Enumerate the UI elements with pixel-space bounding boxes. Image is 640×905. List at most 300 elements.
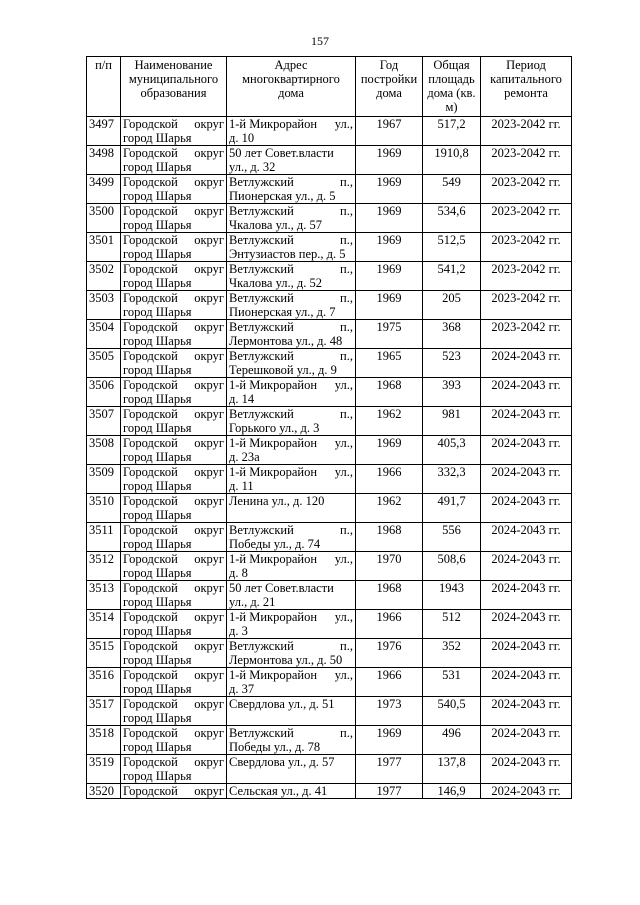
repair-period-cell: 2023-2042 гг. — [481, 233, 572, 262]
municipality-cell — [121, 494, 227, 523]
address-line-2: д. 14 — [229, 392, 255, 406]
address-line-right: п., — [340, 204, 353, 218]
table-row — [87, 378, 572, 407]
address-line: Сельская ул., д. 41 — [229, 784, 328, 798]
address-cell — [227, 233, 356, 262]
header-municipality: Наименование муниципального образования — [121, 57, 227, 117]
table-row — [87, 436, 572, 465]
municipality-city: город Шарья — [123, 769, 192, 783]
address-line — [229, 523, 353, 537]
address-line-2: Энтузиастов пер., д. 5 — [229, 247, 346, 261]
address-line-2: Победы ул., д. 74 — [229, 537, 321, 551]
address-cell — [227, 552, 356, 581]
total-area-cell: 531 — [423, 668, 481, 697]
address-line-2: Терешковой ул., д. 9 — [229, 363, 337, 377]
municipality-city: город Шарья — [123, 421, 192, 435]
address-line — [229, 378, 353, 392]
total-area-cell: 523 — [423, 349, 481, 378]
address-line-left: Ветлужский — [229, 262, 294, 276]
row-number: 3511 — [87, 523, 121, 552]
municipality-line — [123, 378, 224, 392]
row-number: 3519 — [87, 755, 121, 784]
municipality-line-left: Городской — [123, 175, 178, 189]
municipality-city: город Шарья — [123, 711, 192, 725]
municipality-line-right: округ — [194, 581, 224, 595]
row-number: 3520 — [87, 784, 121, 799]
repair-period-cell: 2024-2043 гг. — [481, 581, 572, 610]
municipality-cell — [121, 436, 227, 465]
year-built-cell: 1966 — [356, 668, 423, 697]
address-line — [229, 117, 353, 131]
municipality-city: город Шарья — [123, 566, 192, 580]
row-number: 3506 — [87, 378, 121, 407]
repair-period-cell: 2024-2043 гг. — [481, 494, 572, 523]
municipality-line-left: Городской — [123, 378, 178, 392]
municipality-city: город Шарья — [123, 624, 192, 638]
municipality-line-left: Городской — [123, 233, 178, 247]
municipality-line-right: округ — [194, 755, 224, 769]
address-line-right: ул., — [334, 668, 353, 682]
total-area-cell: 332,3 — [423, 465, 481, 494]
municipality-line-left: Городской — [123, 465, 178, 479]
row-number: 3502 — [87, 262, 121, 291]
address-line-right: п., — [340, 320, 353, 334]
municipality-city: город Шарья — [123, 392, 192, 406]
row-number: 3500 — [87, 204, 121, 233]
address-line-right: ул., — [334, 552, 353, 566]
municipality-line — [123, 697, 224, 711]
row-number: 3513 — [87, 581, 121, 610]
municipality-cell — [121, 320, 227, 349]
address-line-right: п., — [340, 407, 353, 421]
address-cell — [227, 291, 356, 320]
municipality-line-right: округ — [194, 784, 224, 798]
address-line-left: 1-й Микрорайон — [229, 610, 318, 624]
municipality-cell — [121, 581, 227, 610]
municipality-cell — [121, 639, 227, 668]
repair-period-cell: 2024-2043 гг. — [481, 349, 572, 378]
address-line-right: п., — [340, 523, 353, 537]
municipality-line-left: Городской — [123, 639, 178, 653]
table-row — [87, 233, 572, 262]
year-built-cell: 1969 — [356, 204, 423, 233]
address-line-left: 1-й Микрорайон — [229, 668, 318, 682]
address-line-2: Лермонтова ул., д. 50 — [229, 653, 343, 667]
table-row — [87, 610, 572, 639]
address-line — [229, 639, 353, 653]
address-line-left: Ветлужский — [229, 291, 294, 305]
address-line-2: Горького ул., д. 3 — [229, 421, 320, 435]
total-area-cell: 1943 — [423, 581, 481, 610]
repair-period-cell: 2024-2043 гг. — [481, 552, 572, 581]
address-line-left: 1-й Микрорайон — [229, 465, 318, 479]
address-line — [229, 610, 353, 624]
municipality-line-right: округ — [194, 494, 224, 508]
municipality-line-left: Городской — [123, 320, 178, 334]
address-cell — [227, 523, 356, 552]
repair-period-cell: 2024-2043 гг. — [481, 668, 572, 697]
header-index: п/п — [87, 57, 121, 117]
repair-period-cell: 2024-2043 гг. — [481, 436, 572, 465]
address-line: Свердлова ул., д. 51 — [229, 697, 335, 711]
table-row — [87, 262, 572, 291]
total-area-cell: 981 — [423, 407, 481, 436]
address-line-2: ул., д. 21 — [229, 595, 276, 609]
address-line-2: Чкалова ул., д. 57 — [229, 218, 322, 232]
address-line-right: ул., — [334, 610, 353, 624]
address-line: 50 лет Совет.власти — [229, 581, 334, 595]
address-line-left: Ветлужский — [229, 523, 294, 537]
total-area-cell: 508,6 — [423, 552, 481, 581]
municipality-cell — [121, 117, 227, 146]
repair-period-cell: 2024-2043 гг. — [481, 465, 572, 494]
table-header-row — [87, 57, 572, 117]
repair-period-cell: 2023-2042 гг. — [481, 262, 572, 291]
municipality-line — [123, 784, 224, 798]
municipality-city: город Шарья — [123, 653, 192, 667]
municipality-cell — [121, 262, 227, 291]
year-built-cell: 1965 — [356, 349, 423, 378]
municipality-line — [123, 523, 224, 537]
page-number: 157 — [311, 34, 329, 48]
municipality-line-left: Городской — [123, 291, 178, 305]
repair-period-cell: 2024-2043 гг. — [481, 755, 572, 784]
year-built-cell: 1966 — [356, 610, 423, 639]
address-cell — [227, 262, 356, 291]
table-row — [87, 494, 572, 523]
address-line-2: д. 8 — [229, 566, 248, 580]
address-line-left: 1-й Микрорайон — [229, 552, 318, 566]
address-line-right: п., — [340, 726, 353, 740]
row-number: 3518 — [87, 726, 121, 755]
municipality-line — [123, 465, 224, 479]
year-built-cell: 1977 — [356, 755, 423, 784]
total-area-cell: 556 — [423, 523, 481, 552]
header-address: Адрес многоквартирного дома — [227, 57, 356, 117]
total-area-cell: 137,8 — [423, 755, 481, 784]
municipality-line — [123, 146, 224, 160]
municipality-line — [123, 552, 224, 566]
year-built-cell: 1969 — [356, 291, 423, 320]
row-number: 3504 — [87, 320, 121, 349]
address-cell — [227, 581, 356, 610]
address-line-left: 1-й Микрорайон — [229, 117, 318, 131]
address-cell — [227, 175, 356, 204]
municipality-cell — [121, 378, 227, 407]
address-line — [229, 320, 353, 334]
table-row — [87, 552, 572, 581]
year-built-cell: 1969 — [356, 233, 423, 262]
municipality-cell — [121, 204, 227, 233]
municipality-line-left: Городской — [123, 204, 178, 218]
year-built-cell: 1970 — [356, 552, 423, 581]
address-cell — [227, 610, 356, 639]
municipality-city: город Шарья — [123, 682, 192, 696]
address-line — [229, 407, 353, 421]
municipality-line-left: Городской — [123, 494, 178, 508]
municipality-line-right: округ — [194, 320, 224, 334]
municipality-cell — [121, 610, 227, 639]
address-line: 50 лет Совет.власти — [229, 146, 334, 160]
table-row — [87, 784, 572, 799]
address-cell — [227, 726, 356, 755]
table-row — [87, 697, 572, 726]
total-area-cell: 352 — [423, 639, 481, 668]
row-number: 3510 — [87, 494, 121, 523]
address-line-2: Победы ул., д. 78 — [229, 740, 321, 754]
address-line — [229, 233, 353, 247]
address-line-right: п., — [340, 175, 353, 189]
address-line-2: д. 11 — [229, 479, 254, 493]
row-number: 3505 — [87, 349, 121, 378]
municipality-line — [123, 639, 224, 653]
municipality-city: город Шарья — [123, 334, 192, 348]
municipality-line-left: Городской — [123, 668, 178, 682]
municipality-line-right: округ — [194, 349, 224, 363]
year-built-cell: 1962 — [356, 494, 423, 523]
address-line — [229, 668, 353, 682]
address-line-right: п., — [340, 262, 353, 276]
table-row — [87, 117, 572, 146]
municipality-city: город Шарья — [123, 131, 192, 145]
municipality-line-right: округ — [194, 668, 224, 682]
municipality-city: город Шарья — [123, 247, 192, 261]
row-number: 3508 — [87, 436, 121, 465]
address-line — [229, 726, 353, 740]
municipality-city: город Шарья — [123, 508, 192, 522]
total-area-cell: 540,5 — [423, 697, 481, 726]
municipality-line-left: Городской — [123, 117, 178, 131]
municipality-city: город Шарья — [123, 189, 192, 203]
repair-period-cell: 2024-2043 гг. — [481, 726, 572, 755]
municipality-line-right: округ — [194, 697, 224, 711]
municipality-city: город Шарья — [123, 160, 192, 174]
municipality-line-left: Городской — [123, 349, 178, 363]
year-built-cell: 1969 — [356, 175, 423, 204]
address-line-2: д. 37 — [229, 682, 255, 696]
address-line-2: д. 3 — [229, 624, 248, 638]
municipality-cell — [121, 726, 227, 755]
repair-period-cell: 2023-2042 гг. — [481, 175, 572, 204]
address-cell — [227, 668, 356, 697]
municipality-city: город Шарья — [123, 595, 192, 609]
address-cell — [227, 639, 356, 668]
row-number: 3516 — [87, 668, 121, 697]
address-line-right: п., — [340, 639, 353, 653]
repair-period-cell: 2024-2043 гг. — [481, 697, 572, 726]
municipality-line-left: Городской — [123, 552, 178, 566]
total-area-cell: 146,9 — [423, 784, 481, 799]
address-line-left: Ветлужский — [229, 320, 294, 334]
row-number: 3509 — [87, 465, 121, 494]
table-row — [87, 146, 572, 175]
address-line-left: Ветлужский — [229, 639, 294, 653]
address-cell — [227, 117, 356, 146]
table-row — [87, 465, 572, 494]
address-line-2: Лермонтова ул., д. 48 — [229, 334, 343, 348]
table-row — [87, 755, 572, 784]
repair-period-cell: 2023-2042 гг. — [481, 204, 572, 233]
repair-period-cell: 2024-2043 гг. — [481, 378, 572, 407]
table-row — [87, 175, 572, 204]
address-line — [229, 349, 353, 363]
municipality-line-left: Городской — [123, 697, 178, 711]
municipality-city: город Шарья — [123, 363, 192, 377]
row-number: 3501 — [87, 233, 121, 262]
address-cell — [227, 204, 356, 233]
municipality-line-right: округ — [194, 523, 224, 537]
municipality-line-left: Городской — [123, 610, 178, 624]
municipality-city: город Шарья — [123, 740, 192, 754]
address-line-left: Ветлужский — [229, 204, 294, 218]
year-built-cell: 1968 — [356, 378, 423, 407]
municipality-line-left: Городской — [123, 784, 178, 798]
total-area-cell: 205 — [423, 291, 481, 320]
address-line: Ленина ул., д. 120 — [229, 494, 325, 508]
year-built-cell: 1966 — [356, 465, 423, 494]
address-line-left: Ветлужский — [229, 407, 294, 421]
total-area-cell: 512,5 — [423, 233, 481, 262]
municipality-cell — [121, 407, 227, 436]
municipality-line-right: округ — [194, 465, 224, 479]
repair-period-cell: 2023-2042 гг. — [481, 320, 572, 349]
municipality-line — [123, 755, 224, 769]
municipality-line-left: Городской — [123, 523, 178, 537]
municipality-line-right: округ — [194, 552, 224, 566]
municipality-line-right: округ — [194, 291, 224, 305]
total-area-cell: 1910,8 — [423, 146, 481, 175]
year-built-cell: 1969 — [356, 262, 423, 291]
address-line-left: 1-й Микрорайон — [229, 378, 318, 392]
total-area-cell: 512 — [423, 610, 481, 639]
municipality-line — [123, 117, 224, 131]
table-row — [87, 291, 572, 320]
year-built-cell: 1973 — [356, 697, 423, 726]
municipality-cell — [121, 755, 227, 784]
municipality-cell — [121, 784, 227, 799]
total-area-cell: 534,6 — [423, 204, 481, 233]
total-area-cell: 549 — [423, 175, 481, 204]
year-built-cell: 1975 — [356, 320, 423, 349]
address-line-right: п., — [340, 291, 353, 305]
address-cell — [227, 320, 356, 349]
municipality-cell — [121, 523, 227, 552]
header-total-area: Общая площадь дома (кв. м) — [423, 57, 481, 117]
housing-registry-table — [86, 56, 572, 799]
municipality-city: город Шарья — [123, 218, 192, 232]
address-line-left: Ветлужский — [229, 175, 294, 189]
municipality-cell — [121, 146, 227, 175]
repair-period-cell: 2024-2043 гг. — [481, 639, 572, 668]
municipality-line-left: Городской — [123, 407, 178, 421]
municipality-line — [123, 668, 224, 682]
repair-period-cell: 2024-2043 гг. — [481, 610, 572, 639]
municipality-line — [123, 581, 224, 595]
municipality-city: город Шарья — [123, 479, 192, 493]
address-line-right: ул., — [334, 378, 353, 392]
address-line-2: Чкалова ул., д. 52 — [229, 276, 322, 290]
municipality-cell — [121, 697, 227, 726]
municipality-line-right: округ — [194, 639, 224, 653]
year-built-cell: 1969 — [356, 726, 423, 755]
table-body — [87, 117, 572, 799]
table-row — [87, 407, 572, 436]
total-area-cell: 517,2 — [423, 117, 481, 146]
row-number: 3512 — [87, 552, 121, 581]
municipality-cell — [121, 233, 227, 262]
table-row — [87, 523, 572, 552]
row-number: 3499 — [87, 175, 121, 204]
year-built-cell: 1962 — [356, 407, 423, 436]
address-cell — [227, 784, 356, 799]
address-cell — [227, 349, 356, 378]
municipality-line-right: округ — [194, 407, 224, 421]
municipality-line-right: округ — [194, 233, 224, 247]
municipality-line-right: округ — [194, 146, 224, 160]
row-number: 3498 — [87, 146, 121, 175]
municipality-cell — [121, 349, 227, 378]
year-built-cell: 1968 — [356, 581, 423, 610]
table-row — [87, 204, 572, 233]
municipality-line — [123, 291, 224, 305]
municipality-line-right: округ — [194, 204, 224, 218]
year-built-cell: 1969 — [356, 436, 423, 465]
row-number: 3514 — [87, 610, 121, 639]
table-row — [87, 320, 572, 349]
year-built-cell: 1968 — [356, 523, 423, 552]
municipality-line-left: Городской — [123, 146, 178, 160]
year-built-cell: 1977 — [356, 784, 423, 799]
repair-period-cell: 2023-2042 гг. — [481, 291, 572, 320]
address-line-2: Пионерская ул., д. 7 — [229, 305, 336, 319]
year-built-cell: 1967 — [356, 117, 423, 146]
total-area-cell: 393 — [423, 378, 481, 407]
address-cell — [227, 755, 356, 784]
municipality-city: город Шарья — [123, 450, 192, 464]
municipality-line — [123, 349, 224, 363]
municipality-line — [123, 407, 224, 421]
row-number: 3497 — [87, 117, 121, 146]
table-row — [87, 726, 572, 755]
address-cell — [227, 494, 356, 523]
address-cell — [227, 146, 356, 175]
municipality-line — [123, 320, 224, 334]
municipality-cell — [121, 291, 227, 320]
repair-period-cell: 2024-2043 гг. — [481, 407, 572, 436]
address-line-left: Ветлужский — [229, 349, 294, 363]
municipality-line-left: Городской — [123, 581, 178, 595]
row-number: 3517 — [87, 697, 121, 726]
address-line-2: д. 23а — [229, 450, 260, 464]
municipality-line-left: Городской — [123, 436, 178, 450]
municipality-line-right: округ — [194, 378, 224, 392]
municipality-line-right: округ — [194, 726, 224, 740]
repair-period-cell: 2023-2042 гг. — [481, 117, 572, 146]
total-area-cell: 491,7 — [423, 494, 481, 523]
table-row — [87, 349, 572, 378]
address-line-2: Пионерская ул., д. 5 — [229, 189, 336, 203]
address-cell — [227, 378, 356, 407]
municipality-cell — [121, 668, 227, 697]
address-line-right: ул., — [334, 436, 353, 450]
municipality-cell — [121, 552, 227, 581]
municipality-line-right: округ — [194, 175, 224, 189]
table-row — [87, 668, 572, 697]
total-area-cell: 368 — [423, 320, 481, 349]
total-area-cell: 496 — [423, 726, 481, 755]
municipality-line — [123, 204, 224, 218]
address-line-left: Ветлужский — [229, 233, 294, 247]
